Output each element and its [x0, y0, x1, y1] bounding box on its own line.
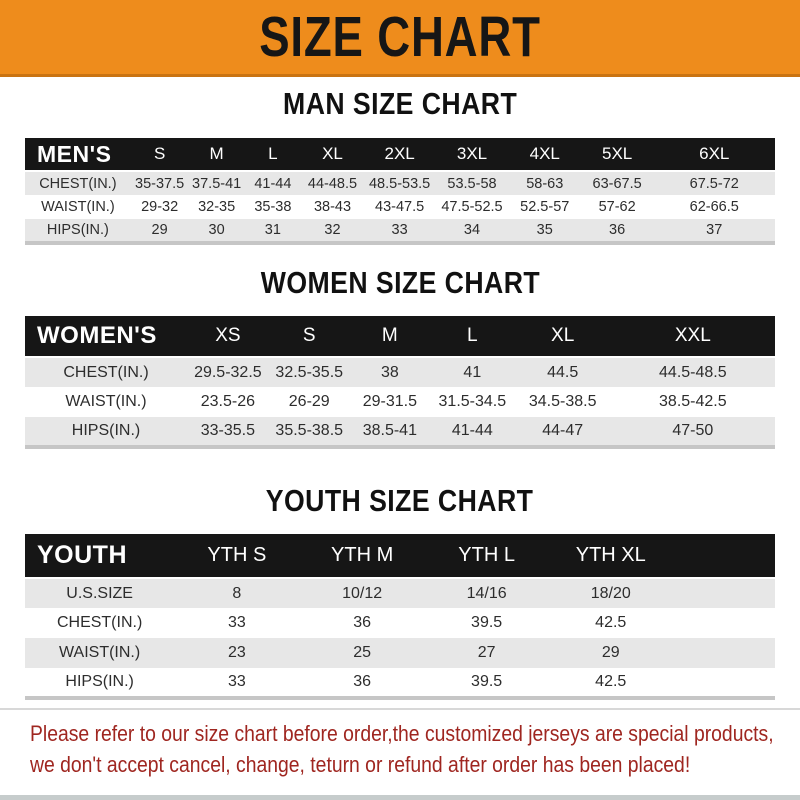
- cell-value: 42.5: [595, 673, 627, 690]
- column-header: YTH S: [174, 534, 299, 578]
- cell-value: 23.5-26: [200, 393, 255, 410]
- column-header: 6XL: [653, 138, 775, 171]
- youth-size-table: [25, 534, 775, 700]
- table-row: [25, 171, 775, 195]
- table-row: [25, 417, 775, 447]
- footer-note-line1: Please refer to our size chart before order,the customized jerseys are special products,: [30, 721, 774, 746]
- cell-value: 18/20: [590, 584, 631, 602]
- cell-value: 8: [232, 584, 242, 602]
- cell-value: 38.5-42.5: [659, 393, 727, 410]
- cell-value: 35-38: [254, 199, 292, 215]
- cell-value: 23: [227, 644, 246, 661]
- bottom-edge-strip: [0, 795, 800, 800]
- column-header: M: [350, 316, 430, 357]
- column-header: L: [245, 138, 301, 171]
- cell-value: 41-44: [451, 422, 493, 439]
- womens-section-heading: WOMEN SIZE CHART: [260, 265, 540, 300]
- row-label: HIPS(IN.): [65, 673, 134, 690]
- cell-value: 36: [353, 614, 372, 631]
- row-label: WAIST(IN.): [41, 199, 115, 215]
- filler-cell: [673, 608, 775, 638]
- header-bar: [25, 534, 775, 578]
- cell-value: 43-47.5: [375, 199, 425, 215]
- size-chart-sections: [0, 88, 800, 700]
- column-header: 5XL: [581, 138, 654, 171]
- row-label: WAIST(IN.): [65, 393, 147, 410]
- cell-value: 37: [706, 222, 723, 238]
- cell-value: 29: [151, 222, 168, 238]
- cell-value: 31: [264, 222, 281, 238]
- cell-value: 38-43: [313, 199, 352, 215]
- mens-section: [0, 88, 800, 245]
- youth-section-heading: YOUTH SIZE CHART: [266, 483, 534, 518]
- cell-value: 47-50: [672, 422, 714, 439]
- cell-value: 33: [391, 222, 408, 238]
- cell-value: 38.5-41: [362, 422, 417, 439]
- cell-value: 25: [353, 644, 372, 661]
- row-label: CHEST(IN.): [56, 614, 143, 631]
- cell-value: 52.5-57: [520, 199, 570, 215]
- footer-note-line2: we don't accept cancel, change, teturn or refund after order has been placed!: [30, 752, 691, 777]
- column-header: XL: [301, 138, 364, 171]
- table-row: [25, 638, 775, 668]
- table-row: [25, 357, 775, 387]
- cell-value: 57-62: [598, 199, 636, 215]
- column-header: YTH XL: [549, 534, 674, 578]
- cell-value: 34: [463, 222, 481, 238]
- cell-value: 33: [227, 614, 246, 631]
- youth-table-title: YOUTH: [25, 534, 174, 578]
- column-header: YTH M: [300, 534, 425, 578]
- cell-value: 37.5-41: [192, 175, 242, 192]
- cell-value: 30: [208, 222, 225, 238]
- column-header: YTH L: [425, 534, 549, 578]
- cell-value: 36: [609, 222, 626, 238]
- cell-value: 26-29: [288, 393, 330, 410]
- cell-value: 34.5-38.5: [528, 393, 597, 410]
- column-header: XXL: [611, 316, 775, 357]
- row-label: HIPS(IN.): [71, 422, 141, 439]
- cell-value: 29.5-32.5: [194, 363, 262, 381]
- cell-value: 41-44: [254, 175, 292, 192]
- cell-value: 10/12: [342, 584, 383, 602]
- womens-table-title: WOMEN'S: [25, 316, 187, 357]
- cell-value: 36: [353, 673, 372, 690]
- header-bar: [25, 138, 775, 171]
- table-row: [25, 219, 775, 243]
- page-title: SIZE CHART: [259, 5, 541, 69]
- youth-heading-wrap: [0, 485, 800, 516]
- cell-value: 33: [227, 673, 246, 690]
- filler-cell: [673, 638, 775, 668]
- mens-section-heading: MAN SIZE CHART: [282, 86, 518, 121]
- column-header: L: [430, 316, 515, 357]
- row-label: CHEST(IN.): [63, 363, 149, 381]
- column-header: XL: [515, 316, 611, 357]
- cell-value: 42.5: [595, 614, 627, 631]
- header-bar: [25, 316, 775, 357]
- cell-value: 63-67.5: [592, 175, 642, 192]
- cell-value: 47.5-52.5: [441, 199, 503, 215]
- womens-size-table: [25, 316, 775, 449]
- filler-cell: [673, 534, 775, 578]
- cell-value: 35.5-38.5: [275, 422, 344, 439]
- womens-section: [0, 267, 800, 449]
- cell-value: 32.5-35.5: [275, 363, 344, 381]
- table-row: [25, 608, 775, 638]
- cell-value: 41: [463, 363, 482, 381]
- column-header: XS: [187, 316, 269, 357]
- cell-value: 38: [380, 363, 399, 381]
- cell-value: 62-66.5: [689, 199, 739, 215]
- cell-value: 39.5: [471, 614, 503, 631]
- cell-value: 31.5-34.5: [438, 393, 507, 410]
- cell-value: 32-35: [198, 199, 236, 215]
- cell-value: 29-31.5: [362, 393, 417, 410]
- cell-value: 44-47: [542, 422, 584, 439]
- column-header: S: [131, 138, 189, 171]
- row-label: HIPS(IN.): [46, 222, 109, 238]
- cell-value: 29: [601, 644, 620, 661]
- table-row: [25, 387, 775, 417]
- mens-table-title: MEN'S: [25, 138, 131, 171]
- cell-value: 44-48.5: [307, 175, 358, 192]
- table-row: [25, 668, 775, 698]
- filler-cell: [673, 578, 775, 608]
- cell-value: 67.5-72: [689, 175, 739, 192]
- cell-value: 29-32: [141, 199, 179, 215]
- cell-value: 48.5-53.5: [368, 175, 431, 192]
- footer-note: [0, 708, 800, 780]
- column-header: 2XL: [364, 138, 435, 171]
- cell-value: 32: [324, 222, 341, 238]
- mens-size-table: [25, 138, 775, 245]
- row-label: CHEST(IN.): [39, 175, 117, 192]
- mens-heading-wrap: [0, 88, 800, 119]
- cell-value: 44.5-48.5: [659, 363, 727, 381]
- column-header: 3XL: [435, 138, 509, 171]
- filler-cell: [673, 668, 775, 698]
- cell-value: 39.5: [471, 673, 503, 690]
- cell-value: 53.5-58: [447, 175, 497, 192]
- table-row: [25, 195, 775, 219]
- table-row: [25, 578, 775, 608]
- cell-value: 58-63: [526, 175, 564, 192]
- cell-value: 44.5: [547, 363, 579, 381]
- row-label: U.S.SIZE: [66, 584, 133, 602]
- column-header: S: [269, 316, 350, 357]
- cell-value: 27: [477, 644, 496, 661]
- column-header: 4XL: [509, 138, 581, 171]
- row-label: WAIST(IN.): [59, 644, 141, 661]
- title-banner: [0, 0, 800, 77]
- cell-value: 35-37.5: [135, 175, 185, 192]
- cell-value: 35: [536, 222, 553, 238]
- youth-section: [0, 485, 800, 700]
- cell-value: 33-35.5: [200, 422, 255, 439]
- womens-heading-wrap: [0, 267, 800, 298]
- column-header: M: [189, 138, 245, 171]
- cell-value: 14/16: [466, 584, 507, 602]
